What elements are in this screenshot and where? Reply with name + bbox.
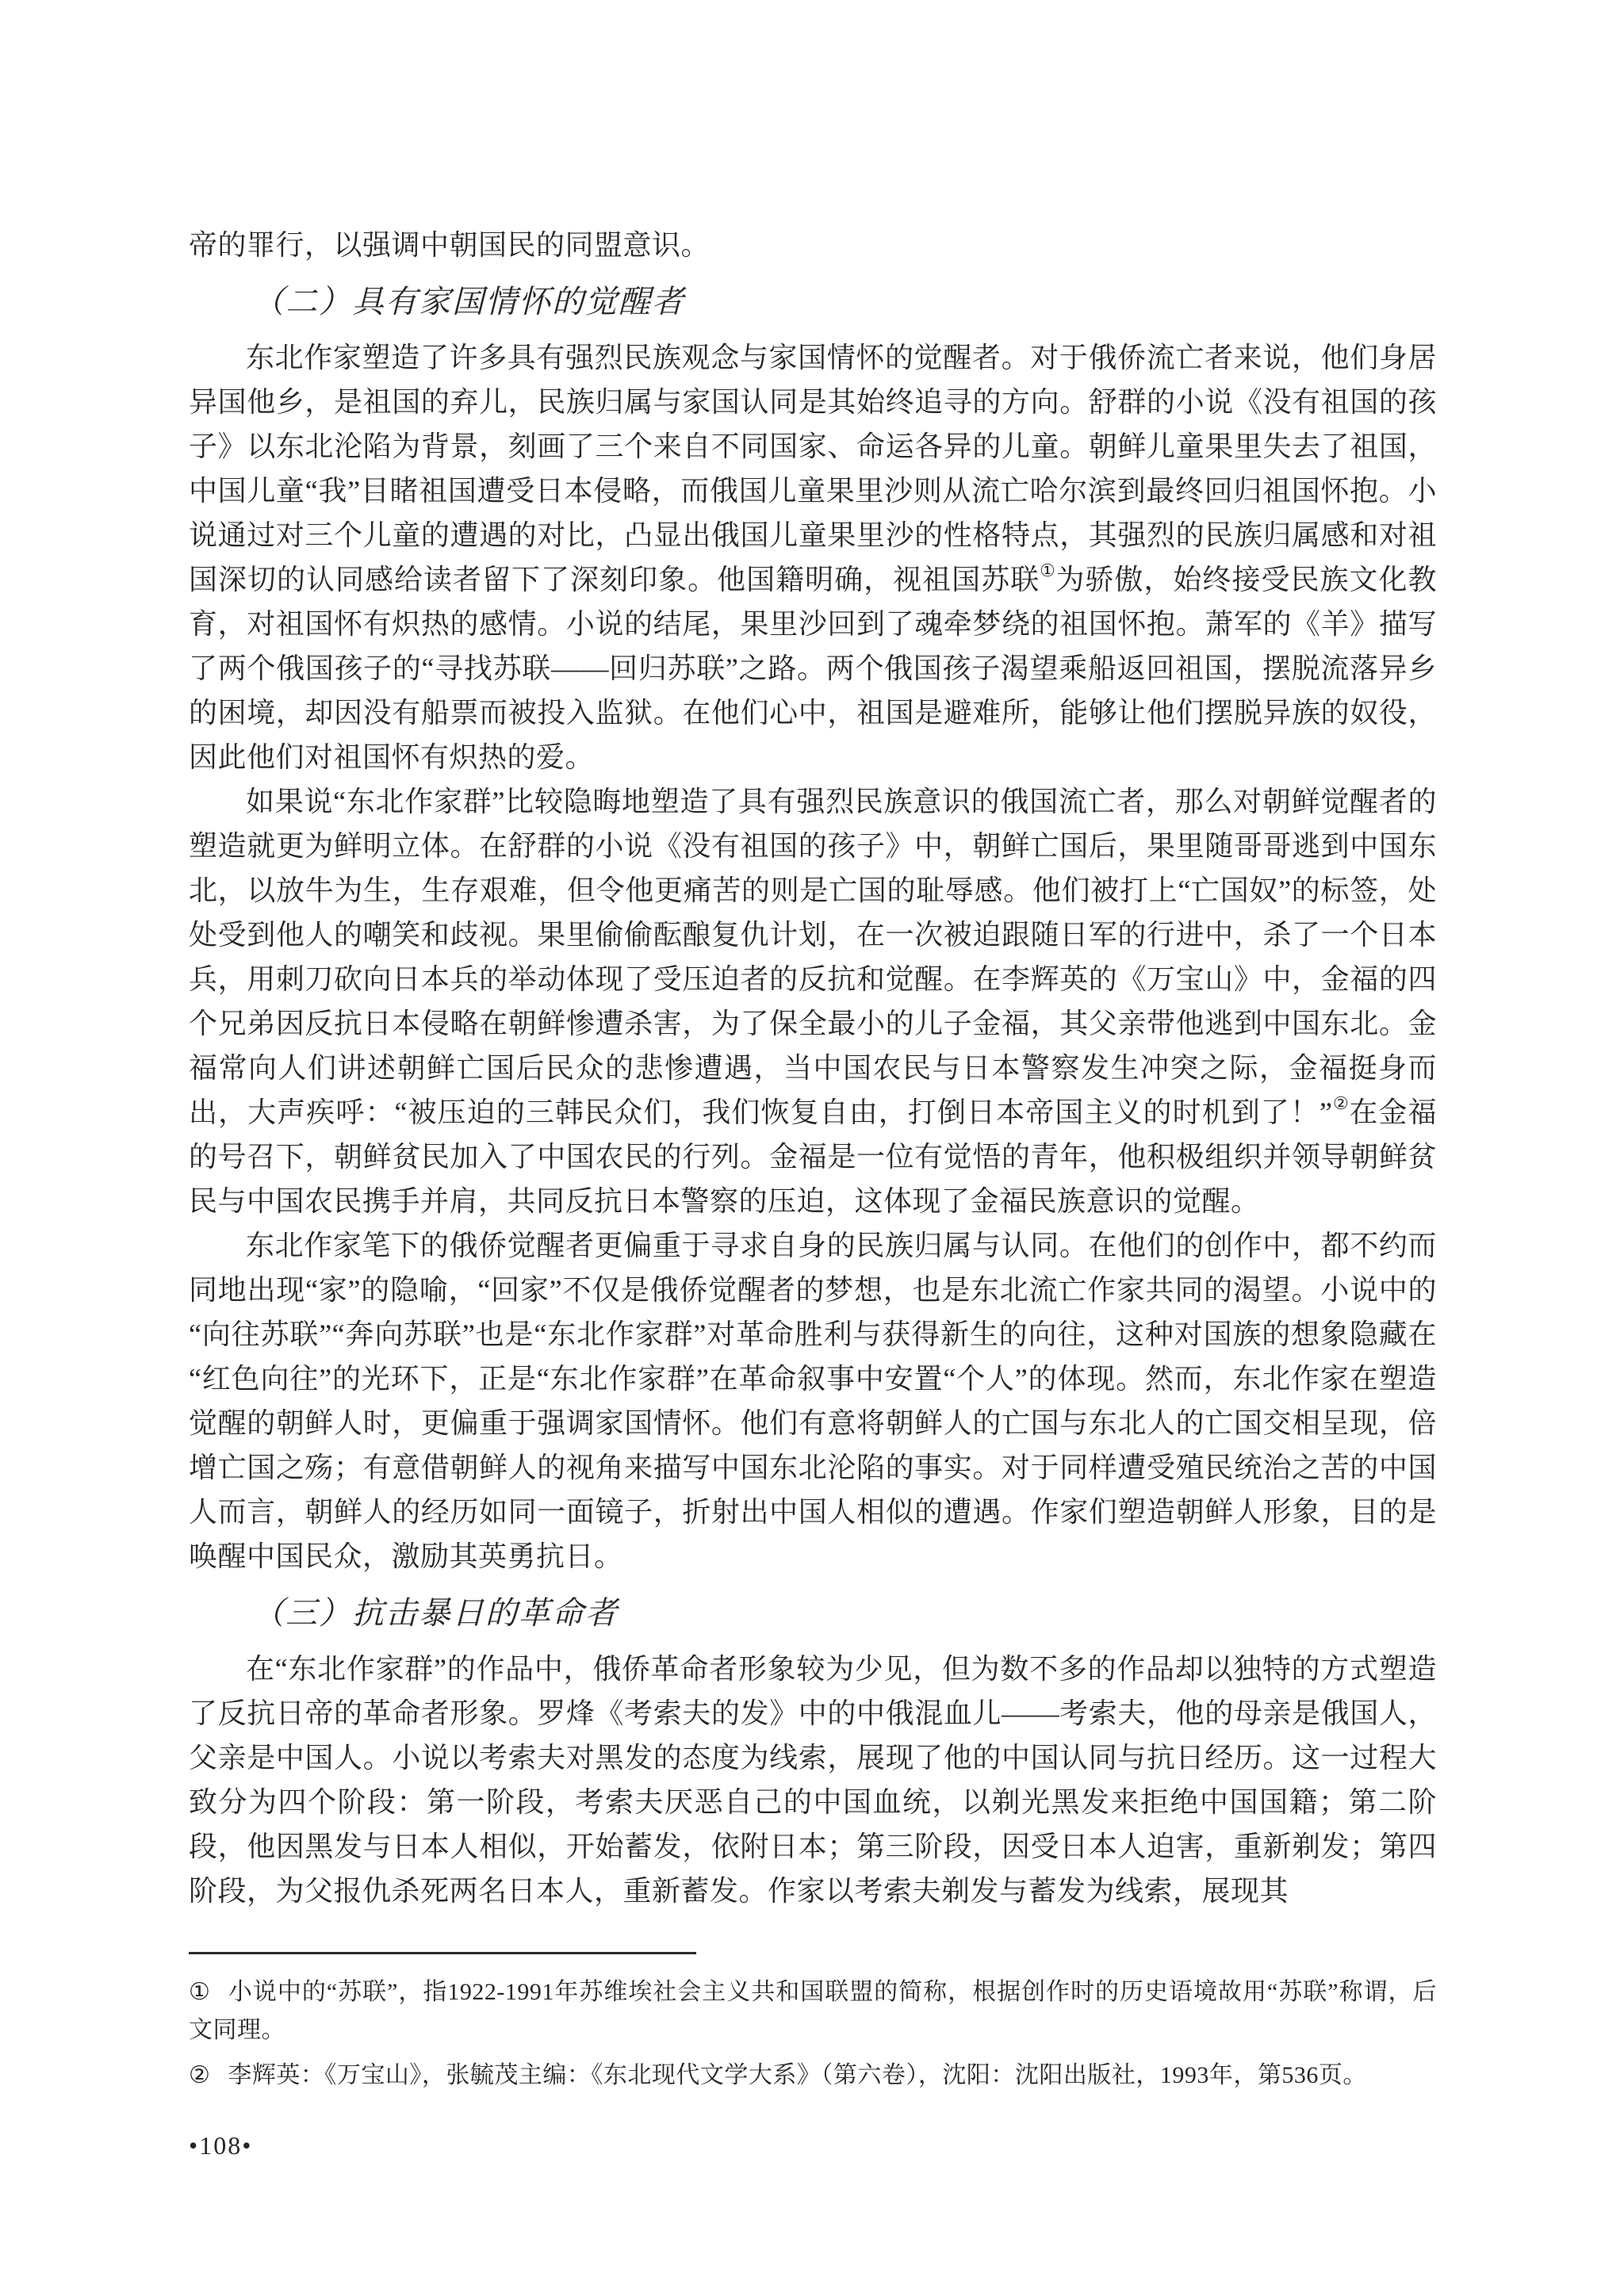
section-heading-2: （二）具有家国情怀的觉醒者 xyxy=(252,284,685,320)
footnote-ref-1: ① xyxy=(1040,561,1056,580)
page-number: •108• xyxy=(189,2131,253,2160)
paragraph-revolutionaries: 在“东北作家群”的作品中，俄侨革命者形象较为少见，但为数不多的作品却以独特的方式塑造了反抗日帝的革命者形象。罗烽《考索夫的发》中的中俄混血儿——考索夫，他的母亲是俄国人，父亲是中国人。小说以考索夫对黑发的态度为线索，展现了他的中国认同与抗日经历。这一过程大致分为四个阶段：第一阶段，考索夫厌恶自己的中国血统，以剃光黑发来拒绝中国国籍；第二阶段，他因黑发与日本人相似，开始蓄发，依附日本；第三阶段，因受日本人迫害，重新剃发；第四阶段，为父报仇杀死两名日本人，重新蓄发。作家以考索夫剃发与蓄发为线索，展现其 xyxy=(189,1653,1437,1907)
paragraph-text: 为骄傲，始终接受民族文化教育，对祖国怀有炽热的感情。小说的结尾，果里沙回到了魂牵梦绕的祖国怀抱。萧军的《羊》描写了两个俄国孩子的“寻找苏联——回归苏联”之路。两个俄国孩子渴望乘船返回祖国，摆脱流落异乡的困境，却因没有船票而被投入监狱。在他们心中，祖国是避难所，能够让他们摆脱异族的奴役，因此他们对祖国怀有炽热的爱。 xyxy=(189,564,1437,773)
footnote-1-text: 小说中的“苏联”，指1922-1991年苏维埃社会主义共和国联盟的简称，根据创作时的历史语境故用“苏联”称谓，后文同理。 xyxy=(189,1979,1437,2043)
paragraph-text: 如果说“东北作家群”比较隐晦地塑造了具有强烈民族意识的俄国流亡者，那么对朝鲜觉醒者的塑造就更为鲜明立体。在舒群的小说《没有祖国的孩子》中，朝鲜亡国后，果里随哥哥逃到中国东北，以放牛为生，生存艰难，但令他更痛苦的则是亡国的耻辱感。他们被打上“亡国奴”的标签，处处受到他人的嘲笑和歧视。果里偷偷酝酿复仇计划，在一次被迫跟随日军的行进中，杀了一个日本兵，用刺刀砍向日本兵的举动体现了受压迫者的反抗和觉醒。在李辉英的《万宝山》中，金福的四个兄弟因反抗日本侵略在朝鲜惨遭杀害，为了保全最小的儿子金福，其父亲带他逃到中国东北。金福常向人们讲述朝鲜亡国后民众的悲惨遭遇，当中国农民与日本警察发生冲突之际，金福挺身而出，大声疾呼：“被压迫的三韩民众们，我们恢复自由，打倒日本帝国主义的时机到了！” xyxy=(189,786,1437,1128)
footnote-2-marker: ② xyxy=(189,2062,211,2088)
paragraph-awakeners xyxy=(189,335,1437,779)
footnote-1-marker: ① xyxy=(189,1979,211,2005)
paragraph-continuation: 帝的罪行，以强调中朝国民的同盟意识。 xyxy=(189,229,710,261)
footnote-2 xyxy=(189,2057,1437,2095)
footnote-1 xyxy=(189,1973,1437,2049)
paragraph-text: 东北作家塑造了许多具有强烈民族观念与家国情怀的觉醒者。对于俄侨流亡者来说，他们身居异国他乡，是祖国的弃儿，民族归属与家国认同是其始终追寻的方向。舒群的小说《没有祖国的孩子》以东北沦陷为背景，刻画了三个来自不同国家、命运各异的儿童。朝鲜儿童果里失去了祖国，中国儿童“我”目睹祖国遭受日本侵略，而俄国儿童果里沙则从流亡哈尔滨到最终回归祖国怀抱。小说通过对三个儿童的遭遇的对比，凸显出俄国儿童果里沙的性格特点，其强烈的民族归属感和对祖国深切的认同感给读者留下了深刻印象。他国籍明确，视祖国苏联 xyxy=(189,342,1437,595)
footnote-area xyxy=(189,1952,1437,2102)
paragraph-home-metaphor: 东北作家笔下的俄侨觉醒者更偏重于寻求自身的民族归属与认同。在他们的创作中，都不约而同地出现“家”的隐喻，“回家”不仅是俄侨觉醒者的梦想，也是东北流亡作家共同的渴望。小说中的“向往苏联”“奔向苏联”也是“东北作家群”对革命胜利与获得新生的向往，这种对国族的想象隐藏在“红色向往”的光环下，正是“东北作家群”在革命叙事中安置“个人”的体现。然而，东北作家在塑造觉醒的朝鲜人时，更偏重于强调家国情怀。他们有意将朝鲜人的亡国与东北人的亡国交相呈现，倍增亡国之殇；有意借朝鲜人的视角来描写中国东北沦陷的事实。对于同样遭受殖民统治之苦的中国人而言，朝鲜人的经历如同一面镜子，折射出中国人相似的遭遇。作家们塑造朝鲜人形象，目的是唤醒中国民众，激励其英勇抗日。 xyxy=(189,1230,1437,1572)
paragraph-korean-awakeners xyxy=(189,779,1437,1223)
footnote-2-text: 李辉英：《万宝山》，张毓茂主编：《东北现代文学大系》（第六卷），沈阳：沈阳出版社，1993年，第536页。 xyxy=(228,2062,1367,2088)
paragraph-text: 在金福的号召下，朝鲜贫民加入了中国农民的行列。金福是一位有觉悟的青年，他积极组织并领导朝鲜贫民与中国农民携手并肩，共同反抗日本警察的压迫，这体现了金福民族意识的觉醒。 xyxy=(189,1096,1437,1217)
section-heading-3: （三）抗击暴日的革命者 xyxy=(252,1595,619,1631)
footnote-separator xyxy=(189,1952,696,1954)
page-body xyxy=(189,223,1437,1913)
footnote-ref-2: ② xyxy=(1332,1093,1350,1113)
